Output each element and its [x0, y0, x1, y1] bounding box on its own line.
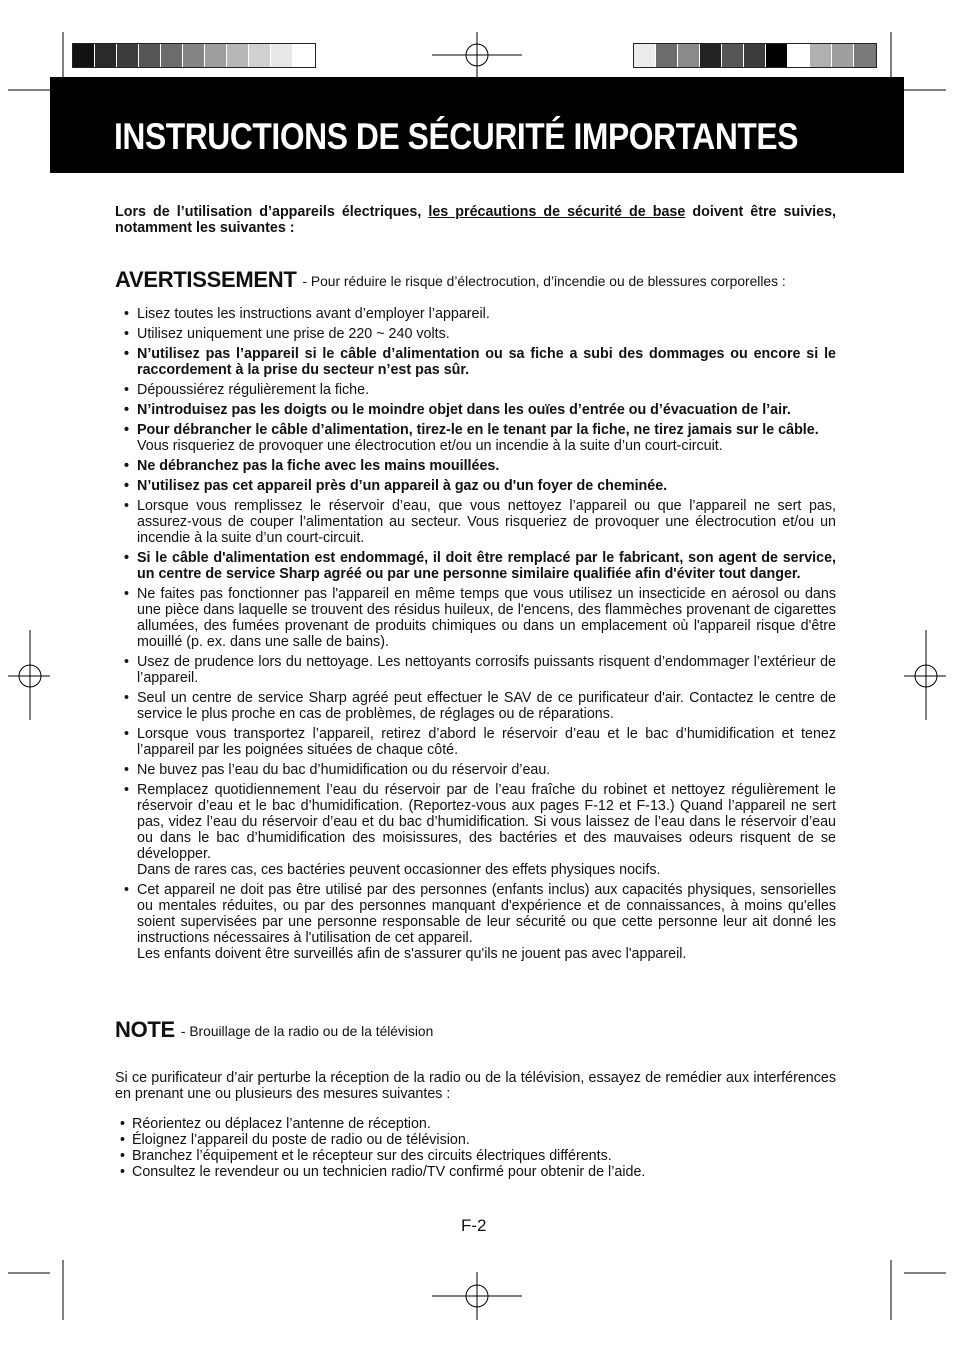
note-item: • Consultez le revendeur ou un technicien radio/TV confirmé pour obtenir de l’aide.	[115, 1164, 836, 1180]
warning-item-text: Dépoussiérez régulièrement la fiche.	[137, 382, 370, 398]
color-swatch	[271, 44, 293, 67]
page-title: INSTRUCTIONS DE SÉCURITÉ IMPORTANTES	[114, 116, 799, 157]
warning-item-text: Lorsque vous remplissez le réservoir d’eau, que vous nettoyez l’appareil ou que l’appareil ne sert pas, assurez-vous de couper l’alimentation au secteur. Vous risqueriez de provoquer une électrocution et/ou un incendie à la suite d’un court-circuit.	[137, 498, 836, 546]
warning-item-text: Remplacez quotidiennement l’eau du réservoir par de l’eau fraîche du robinet et nettoyez régulièrement le réservoir d’eau et le bac d’humidification. (Reportez-vous aux pages F-12 et F-13.) Quand l’appareil ne sert pas, videz l’eau du réservoir d’eau et du bac d’humidification. Si vous laissez de l’eau dans le réservoir d’eau ou dans le bac d’humidification des moisissures, des bactéries et des mauvaises odeurs risquent de se développer.	[137, 782, 836, 862]
page-number: F-2	[461, 1216, 487, 1235]
color-swatch	[95, 44, 117, 67]
color-swatch	[161, 44, 183, 67]
note-list	[115, 1116, 836, 1180]
warning-item-text: N’utilisez pas cet appareil près d’un appareil à gaz ou d'un foyer de cheminée.	[137, 478, 668, 494]
color-swatch	[205, 44, 227, 67]
color-swatch	[700, 44, 722, 67]
color-swatch	[293, 44, 315, 67]
warning-item	[115, 326, 836, 342]
color-swatch	[656, 44, 678, 67]
color-swatch	[634, 44, 656, 67]
note-item: • Éloignez l’appareil du poste de radio ou de télévision.	[115, 1132, 836, 1148]
warning-item-extra: Dans de rares cas, ces bactéries peuvent occasionner des effets physiques nocifs.	[137, 862, 661, 878]
warning-header	[115, 262, 836, 292]
warning-item-text: Ne buvez pas l’eau du bac d’humidification ou du réservoir d’eau.	[137, 762, 551, 778]
note-heading: NOTE	[115, 1017, 175, 1042]
warning-item-text: Ne débranchez pas la fiche avec les mains mouillées.	[137, 458, 500, 474]
color-swatch	[766, 44, 788, 67]
warning-heading: AVERTISSEMENT	[115, 267, 297, 292]
warning-item	[115, 346, 836, 378]
color-swatch	[722, 44, 744, 67]
color-swatch	[788, 44, 810, 67]
warning-item	[115, 498, 836, 546]
warning-item-text: Lorsque vous transportez l’appareil, retirez d’abord le réservoir d’eau et le bac d’humidification et tenez l’appareil par les poignées situées de chaque côté.	[137, 726, 836, 758]
note-header	[115, 1012, 836, 1042]
warning-item	[115, 422, 836, 454]
warning-item	[115, 306, 836, 322]
color-swatch-strip-left	[72, 43, 316, 68]
warning-item	[115, 690, 836, 722]
warning-subtitle: - Pour réduire le risque d’électrocution, d’incendie ou de blessures corporelles :	[302, 274, 786, 289]
warning-list	[115, 306, 836, 962]
color-swatch	[854, 44, 876, 67]
warning-item-text: Lisez toutes les instructions avant d’employer l’appareil.	[137, 306, 490, 322]
color-swatch	[227, 44, 249, 67]
warning-item	[115, 478, 836, 494]
warning-item	[115, 882, 836, 962]
intro-underlined-text: les précautions de sécurité de base	[428, 204, 686, 220]
color-swatch	[810, 44, 832, 67]
warning-item	[115, 586, 836, 650]
warning-item	[115, 654, 836, 686]
note-paragraph: Si ce purificateur d’air perturbe la réception de la radio ou de la télévision, essayez de remédier aux interférences en prenant une ou plusieurs des mesures suivantes :	[115, 1070, 836, 1102]
color-swatch	[744, 44, 766, 67]
intro-paragraph	[115, 204, 836, 236]
color-swatch-strip-right	[633, 43, 877, 68]
note-item: • Branchez l’équipement et le récepteur sur des circuits électriques différents.	[115, 1148, 836, 1164]
color-swatch	[183, 44, 205, 67]
warning-item	[115, 782, 836, 878]
warning-item-extra: Les enfants doivent être surveillés afin de s'assurer qu'ils ne jouent pas avec l'appareil.	[137, 946, 687, 962]
warning-item-text: Ne faites pas fonctionner pas l'appareil en même temps que vous utilisez un insecticide en aérosol ou dans une pièce dans laquelle se trouvent des résidus huileux, de l'encens, des flammèches provenant de cigarettes allumées, des fumées provenant de produits chimiques ou dans un emplacement où l'appareil risque d'être mouillé (p. ex. dans une salle de bains).	[137, 586, 836, 650]
warning-item-text: Pour débrancher le câble d’alimentation, tirez-le en le tenant par la fiche, ne tirez jamais sur le câble.	[137, 422, 819, 438]
page-content	[115, 204, 836, 1180]
warning-item-extra: Vous risqueriez de provoquer une électrocution et/ou un incendie à la suite d’un court-circuit.	[137, 438, 723, 454]
note-item: • Réorientez ou déplacez l’antenne de réception.	[115, 1116, 836, 1132]
color-swatch	[832, 44, 854, 67]
warning-item	[115, 550, 836, 582]
color-swatch	[117, 44, 139, 67]
warning-item	[115, 762, 836, 778]
color-swatch	[249, 44, 271, 67]
color-swatch	[139, 44, 161, 67]
warning-item-text: N’utilisez pas l’appareil si le câble d’alimentation ou sa fiche a subi des dommages ou encore si le raccordement à la prise du secteur n’est pas sûr.	[137, 346, 836, 378]
warning-item-text: Usez de prudence lors du nettoyage. Les nettoyants corrosifs puissants risquent d’endommager l’extérieur de l’appareil.	[137, 654, 836, 686]
title-banner	[50, 77, 904, 173]
warning-item-text: Utilisez uniquement une prise de 220 ~ 240 volts.	[137, 326, 450, 342]
warning-item-text: N’introduisez pas les doigts ou le moindre objet dans les ouïes d’entrée ou d’évacuation de l’air.	[137, 402, 791, 418]
intro-text-before: Lors de l’utilisation d’appareils électriques,	[115, 204, 429, 220]
warning-item-text: Si le câble d'alimentation est endommagé, il doit être remplacé par le fabricant, son agent de service, un centre de service Sharp agréé ou par une personne similaire qualifiée afin d'éviter tout danger.	[137, 550, 836, 582]
warning-item	[115, 402, 836, 418]
warning-item	[115, 458, 836, 474]
warning-item	[115, 726, 836, 758]
warning-item	[115, 382, 836, 398]
warning-item-text: Seul un centre de service Sharp agréé peut effectuer le SAV de ce purificateur d'air. Contactez le centre de service le plus proche en cas de problèmes, de réglages ou de réparations.	[137, 690, 836, 722]
warning-item-text: Cet appareil ne doit pas être utilisé par des personnes (enfants inclus) aux capacités physiques, sensorielles ou mentales réduites, ou par des personnes manquant d'expérience et de connaissances, à moins qu'elles soient supervisées par une personne responsable de leur sécurité ou que cette personne leur ait donné les instructions nécessaires à l'utilisation de cet appareil.	[137, 882, 836, 946]
intro-text-after: doivent être suivies, notamment les suivantes :	[115, 204, 837, 236]
color-swatch	[678, 44, 700, 67]
color-swatch	[73, 44, 95, 67]
note-subtitle: - Brouillage de la radio ou de la télévision	[180, 1024, 434, 1039]
